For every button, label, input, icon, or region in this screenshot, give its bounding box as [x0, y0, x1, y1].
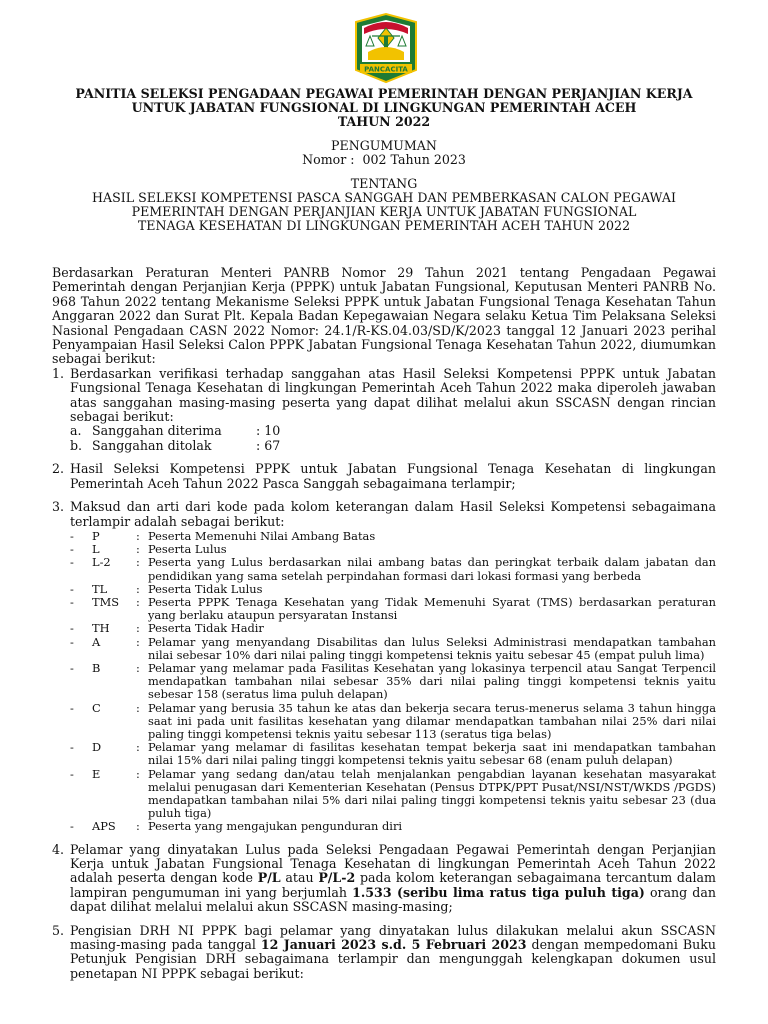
code-code: P	[92, 528, 100, 543]
code-colon: :	[136, 766, 140, 781]
announcement-label: PENGUMUMAN	[331, 138, 437, 153]
code-dash: -	[70, 819, 74, 834]
code-desc: Peserta yang Lulus berdasarkan nilai ambang batas dan peringkat terbaik dalam jabatan dan pendidikan yang sama setelah perpindahan formasi dari lokasi formasi yang berbeda	[148, 555, 716, 583]
item-number: 2.	[52, 461, 65, 477]
appeal-rejected-row: b. Sanggahan ditolak : 67	[70, 437, 281, 453]
code-desc: Peserta Tidak Hadir	[148, 621, 264, 636]
code-colon: :	[136, 621, 140, 636]
code-row	[70, 596, 716, 622]
code-code: E	[92, 766, 101, 781]
code-code: C	[92, 700, 101, 715]
code-dash: -	[70, 542, 74, 557]
code-colon: :	[136, 660, 140, 675]
item-text: Berdasarkan verifikasi terhadap sanggahan atas Hasil Seleksi Kompetensi PPPK untuk Jabatan Fungsional Tenaga Kesehatan di lingkungan Pemerintah Aceh Tahun 2022 maka diperoleh jawaban atas sanggahan masing-masing peserta yang dapat dilihat melalui akun SSCASN dengan rincian sebagai berikut:	[70, 365, 716, 425]
code-legend-list	[70, 530, 716, 834]
code-dash: -	[70, 581, 74, 596]
item-text: Maksud dan arti dari kode pada kolom keterangan dalam Hasil Seleksi Kompetensi sebagaimana terlampir adalah sebagai berikut:	[70, 499, 716, 529]
code-row	[70, 556, 716, 582]
code-colon: :	[136, 740, 140, 755]
list-item-1	[52, 367, 716, 453]
code-pl: P/L	[257, 870, 281, 886]
code-desc: Pelamar yang sedang dan/atau telah menjalankan pengabdian layanan kesehatan masyarakat melalui penugasan dari Kementerian Kesehatan (Pensus DTPK/PPT Pusat/NSI/NST/WKDS /PGDS) mendapatkan tambahan nilai 5% dari nilai paling tinggi kompetensi teknis yaitu sebesar 23 (dua puluh tiga)	[148, 766, 716, 821]
item-number: 5.	[52, 922, 65, 938]
code-dash: -	[70, 528, 74, 543]
code-row	[70, 662, 716, 702]
item-number: 3.	[52, 499, 65, 515]
code-colon: :	[136, 555, 140, 570]
code-colon: :	[136, 634, 140, 649]
committee-year: TAHUN 2022	[337, 114, 431, 129]
item-text: Hasil Seleksi Kompetensi PPPK untuk Jabatan Fungsional Tenaga Kesehatan di lingkungan Pemerintah Aceh Tahun 2022 Pasca Sanggah sebagaimana terlampir;	[70, 461, 716, 491]
code-dash: -	[70, 740, 74, 755]
code-code: TMS	[92, 594, 120, 609]
code-row	[70, 583, 716, 596]
code-desc: Pelamar yang melamar di fasilitas kesehatan tempat bekerja saat ini mendapatkan tambahan nilai 15% dari nilai paling tinggi kompetensi teknis yaitu sebesar 68 (enam puluh delapan)	[148, 740, 716, 768]
code-row	[70, 820, 716, 833]
about-label: TENTANG	[350, 176, 418, 191]
code-desc: Peserta PPPK Tenaga Kesehatan yang Tidak Memenuhi Syarat (TMS) berdasarkan peraturan yang berlaku ataupun persyaratan Instansi	[148, 594, 716, 623]
code-row	[70, 741, 716, 767]
committee-line-1: PANITIA SELEKSI PENGADAAN PEGAWAI PEMERINTAH DENGAN PERJANJIAN KERJA	[75, 86, 693, 101]
list-item-3	[52, 500, 716, 833]
code-desc: Pelamar yang melamar pada Fasilitas Kesehatan yang lokasinya terpencil atau Sangat Terpencil mendapatkan tambahan nilai sebesar 35% dari nilai paling tinggi kompetensi teknis yaitu sebesar 158 (seratus lima puluh delapan)	[148, 660, 716, 702]
code-code: B	[92, 660, 101, 675]
code-dash: -	[70, 634, 74, 649]
code-row	[70, 636, 716, 662]
announcement-number: Nomor : 002 Tahun 2023	[302, 152, 466, 167]
code-dash: -	[70, 621, 74, 636]
subject-line-2: PEMERINTAH DENGAN PERJANJIAN KERJA UNTUK JABATAN FUNGSIONAL	[131, 204, 637, 219]
code-desc: Peserta Memenuhi Nilai Ambang Batas	[148, 528, 376, 543]
announcement-body	[52, 266, 716, 981]
code-dash: -	[70, 660, 74, 675]
code-dash: -	[70, 700, 74, 715]
list-item-5	[52, 924, 716, 982]
subject-line-1: HASIL SELEKSI KOMPETENSI PASCA SANGGAH DAN PEMBERKASAN CALON PEGAWAI	[92, 190, 676, 205]
code-desc: Peserta Tidak Lulus	[148, 581, 263, 596]
intro-paragraph: Berdasarkan Peraturan Menteri PANRB Nomor 29 Tahun 2021 tentang Pengadaan Pegawai Pemerintah dengan Perjanjian Kerja (PPPK) untuk Jabatan Fungsional, Keputusan Menteri PANRB No. 968 Tahun 2022 tentang Mekanisme Seleksi PPPK untuk Jabatan Fungsional Tenaga Kesehatan Tahun Anggaran 2022 dan Surat Plt. Kepala Badan Kepegawaian Negara selaku Ketua Tim Pelaksana Seleksi Nasional Pengadaan CASN 2022 Nomor: 24.1/R-KS.04.03/SD/K/2023 tanggal 12 Januari 2023 perihal Penyampaian Hasil Seleksi Calon PPPK Jabatan Fungsional Tenaga Kesehatan Tahun 2022, diumumkan sebagai berikut:	[52, 265, 716, 367]
code-row	[70, 622, 716, 635]
code-code: A	[92, 634, 101, 649]
list-item-2	[52, 462, 716, 491]
code-code: APS	[92, 819, 116, 834]
logo-text: PANCACITA	[364, 65, 408, 74]
passed-count: 1.533 (seribu lima ratus tiga puluh tiga)	[352, 884, 645, 900]
code-desc: Pelamar yang berusia 35 tahun ke atas dan bekerja secara terus-menerus selama 3 tahun hingga saat ini pada unit fasilitas kesehatan yang dilamar mendapatkan tambahan nilai 25% dari nilai paling tinggi kompetensi teknis yaitu sebesar 113 (seratus tiga belas)	[148, 700, 716, 741]
code-dash: -	[70, 766, 74, 781]
code-code: D	[92, 740, 102, 755]
code-code: L	[92, 542, 100, 557]
code-colon: :	[136, 819, 140, 834]
code-row	[70, 768, 716, 821]
appeal-accepted-row: a. Sanggahan diterima : 10	[70, 423, 281, 439]
code-code: TL	[92, 581, 108, 596]
item-number: 1.	[52, 365, 65, 381]
item-number: 4.	[52, 841, 65, 857]
committee-line-2: UNTUK JABATAN FUNGSIONAL DI LINGKUNGAN PEMERINTAH ACEH	[131, 100, 637, 115]
code-desc: Peserta Lulus	[148, 542, 227, 557]
item-text: Pengisian DRH NI PPPK bagi pelamar yang dinyatakan lulus dilakukan melalui akun SSCASN masing-masing pada tanggal 12 Januari 2023 s.d. 5 Februari 2023 dengan mempedomani Buku Petunjuk Pengisian DRH sebagaimana terlampir dan mengunggah kelengkapan dokumen usul penetapan NI PPPK sebagai berikut:	[70, 922, 716, 981]
list-item-4	[52, 843, 716, 915]
code-code: L-2	[92, 555, 111, 570]
code-colon: :	[136, 594, 140, 609]
code-row	[70, 702, 716, 742]
code-dash: -	[70, 555, 74, 570]
code-colon: :	[136, 700, 140, 715]
code-colon: :	[136, 581, 140, 596]
announcement-header	[52, 87, 716, 233]
code-pl2: P/L-2	[318, 870, 356, 886]
code-code: TH	[92, 621, 110, 636]
aceh-emblem-logo	[350, 12, 422, 84]
subject-line-3: TENAGA KESEHATAN DI LINGKUNGAN PEMERINTAH ACEH TAHUN 2022	[137, 218, 631, 233]
drh-date-range: 12 Januari 2023 s.d. 5 Februari 2023	[260, 937, 527, 953]
code-desc: Pelamar yang menyandang Disabilitas dan lulus Seleksi Administrasi mendapatkan tambahan nilai sebesar 10% dari nilai paling tinggi kompetensi teknis yaitu sebesar 45 (empat puluh lima)	[148, 634, 716, 662]
code-desc: Peserta yang mengajukan pengunduran diri	[148, 819, 403, 834]
code-colon: :	[136, 542, 140, 557]
item-text: Pelamar yang dinyatakan Lulus pada Seleksi Pengadaan Pegawai Pemerintah dengan Perjanjian Kerja untuk Jabatan Fungsional Tenaga Kesehatan di lingkungan Pemerintah Aceh Tahun 2022 adalah peserta dengan kode P/L atau P/L-2 pada kolom keterangan sebagaimana tercantum dalam lampiran pengumuman ini yang berjumlah 1.533 (seribu lima ratus tiga puluh tiga) orang dan dapat dilihat melalui melalui akun SSCASN masing-masing;	[70, 841, 716, 915]
code-dash: -	[70, 594, 74, 609]
code-colon: :	[136, 528, 140, 543]
